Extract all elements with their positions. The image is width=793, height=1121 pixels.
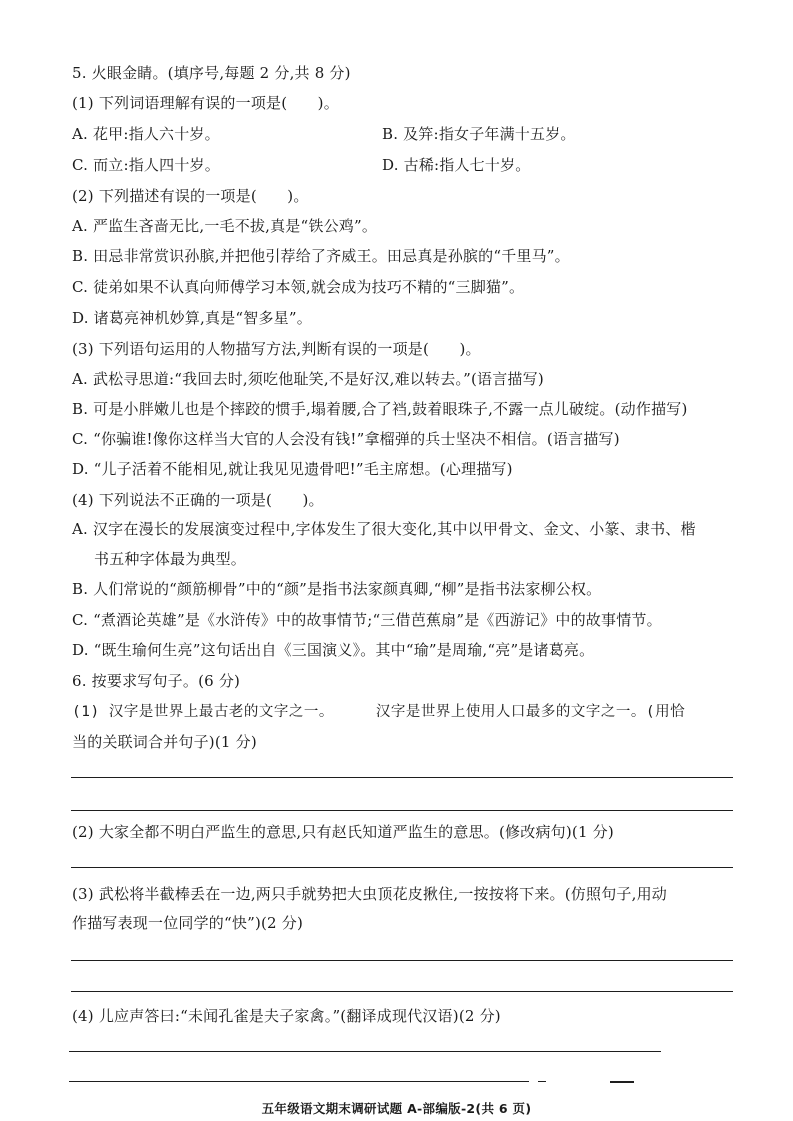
answer-line-6-3-b[interactable]: [71, 991, 733, 992]
q5-3-option-d: D. “儿子活着不能相见,就让我见见遗骨吧!”毛主席想。(心理描写): [72, 460, 513, 478]
q5-2-stem: (2) 下列描述有误的一项是( )。: [72, 187, 309, 205]
q5-1-option-c: C. 而立:指人四十岁。: [72, 156, 220, 174]
q6-1-sentence-b: 汉字是世界上使用人口最多的文字之一。(用恰: [375, 704, 686, 720]
q5-1-options-row2: [72, 154, 753, 176]
answer-line-6-2[interactable]: [71, 867, 733, 868]
answer-line-6-4-a[interactable]: [69, 1051, 661, 1052]
q5-4-option-d: D. “既生瑜何生亮”这句话出自《三国演义》。其中“瑜”是周瑜,“亮”是诸葛亮。: [72, 641, 595, 659]
q5-1-option-a: A. 花甲:指人六十岁。: [72, 125, 220, 143]
q5-2-option-b: B. 田忌非常赏识孙膑,并把他引荐给了齐威王。田忌真是孙膑的“千里马”。: [72, 247, 570, 265]
q6-1-sentence-a: (1) 汉字是世界上最古老的文字之一。: [72, 704, 334, 720]
q6-1-line1: [72, 701, 753, 723]
answer-line-6-4-b[interactable]: [69, 1081, 529, 1082]
q5-2-option-a: A. 严监生吝啬无比,一毛不拔,真是“铁公鸡”。: [72, 217, 378, 235]
q5-1-option-d: D. 古稀:指人七十岁。: [382, 156, 531, 174]
q5-4-option-a-line1: A. 汉字在漫长的发展演变过程中,字体发生了很大变化,其中以甲骨文、金文、小篆、隶书、楷: [72, 520, 696, 538]
q6-3-line2: 作描写表现一位同学的“快”)(2 分): [72, 914, 304, 932]
answer-line-6-3-a[interactable]: [71, 960, 733, 961]
q5-title: 5. 火眼金睛。(填序号,每题 2 分,共 8 分): [72, 64, 351, 82]
q6-title: 6. 按要求写句子。(6 分): [72, 672, 241, 690]
q5-3-option-c: C. “你骗谁!像你这样当大官的人会没有钱!”拿榴弹的兵士坚决不相信。(语言描写): [72, 430, 620, 448]
q5-3-option-b: B. 可是小胖嫩儿也是个摔跤的惯手,塌着腰,合了裆,鼓着眼珠子,不露一点儿破绽。(动作描写): [72, 400, 688, 418]
q5-1-option-b: B. 及笄:指女子年满十五岁。: [382, 125, 576, 143]
q6-3-line1: (3) 武松将半截棒丢在一边,两只手就势把大虫顶花皮揪住,一按按将下来。(仿照句子,用动: [72, 885, 667, 903]
q5-3-stem: (3) 下列语句运用的人物描写方法,判断有误的一项是( )。: [72, 340, 481, 358]
answer-line-6-1-b[interactable]: [71, 810, 733, 811]
answer-line-6-4-b-end: [610, 1081, 634, 1083]
q6-2-line1: (2) 大家全都不明白严监生的意思,只有赵氏知道严监生的意思。(修改病句)(1 分): [72, 823, 614, 841]
q5-1-stem: (1) 下列词语理解有误的一项是( )。: [72, 94, 339, 112]
q5-2-option-d: D. 诸葛亮神机妙算,真是“智多星”。: [72, 309, 312, 327]
answer-line-6-4-b-fragment: [538, 1081, 546, 1082]
q6-1-line2: 当的关联词合并句子)(1 分): [72, 733, 257, 751]
q6-4-line1: (4) 儿应声答曰:“未闻孔雀是夫子家禽。”(翻译成现代汉语)(2 分): [72, 1007, 501, 1025]
q5-2-option-c: C. 徒弟如果不认真向师傅学习本领,就会成为技巧不精的“三脚猫”。: [72, 278, 525, 296]
q5-1-options-row1: [72, 123, 753, 145]
page-footer: 五年级语文期末调研试题 A-部编版-2(共 6 页): [261, 1101, 532, 1116]
q5-4-option-a-line2: 书五种字体最为典型。: [94, 550, 247, 568]
q5-3-option-a: A. 武松寻思道:“我回去时,须吃他耻笑,不是好汉,难以转去。”(语言描写): [72, 370, 544, 388]
q5-4-stem: (4) 下列说法不正确的一项是( )。: [72, 491, 324, 509]
q5-4-option-b: B. 人们常说的“颜筋柳骨”中的“颜”是指书法家颜真卿,“柳”是指书法家柳公权。: [72, 580, 602, 598]
q5-4-option-c: C. “煮酒论英雄”是《水浒传》中的故事情节;“三借芭蕉扇”是《西游记》中的故事情节。: [72, 611, 662, 629]
answer-line-6-1-a[interactable]: [71, 777, 733, 778]
